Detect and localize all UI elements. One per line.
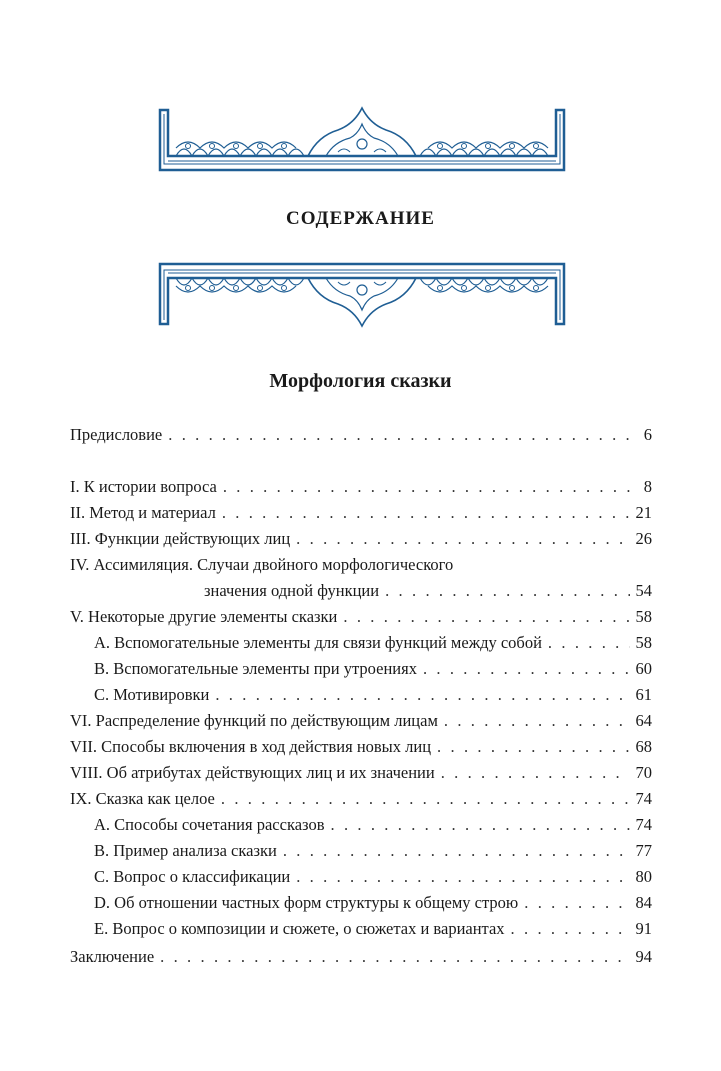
- toc-leader-dots: [343, 604, 630, 630]
- toc-leader-dots: [331, 812, 631, 838]
- toc-leader-dots: [296, 526, 630, 552]
- toc-entry[interactable]: [70, 474, 652, 500]
- toc-entry[interactable]: [70, 422, 652, 448]
- toc-entry-title: E. Вопрос о композиции и сюжете, о сюжетах и вариантах: [94, 919, 505, 938]
- contents-heading: СОДЕРЖАНИЕ: [286, 208, 435, 229]
- toc-entry-page: 91: [635, 919, 652, 938]
- toc-leader-dots: [524, 890, 630, 916]
- toc-subentry[interactable]: [94, 838, 652, 864]
- toc-entry[interactable]: [70, 944, 652, 970]
- toc-entry-page: 74: [635, 789, 652, 808]
- toc-leader-dots: [423, 656, 630, 682]
- toc-leader-dots: [160, 944, 630, 970]
- toc-entry-title: III. Функции действующих лиц: [70, 529, 291, 548]
- toc-entry-title: B. Пример анализа сказки: [94, 841, 277, 860]
- toc-leader-dots: [215, 682, 630, 708]
- toc-leader-dots: [511, 916, 630, 942]
- toc-entry-title: D. Об отношении частных форм структуры к общему строю: [94, 893, 519, 912]
- toc-entry[interactable]: [70, 500, 652, 526]
- toc-entry-title: VII. Способы включения в ход действия новых лиц: [70, 737, 432, 756]
- toc-subentry[interactable]: [94, 890, 652, 916]
- toc-leader-dots: [168, 422, 630, 448]
- toc-leader-dots: [437, 734, 630, 760]
- toc-entry[interactable]: [70, 604, 652, 630]
- toc-entry-page: 61: [635, 685, 652, 704]
- toc-subentry[interactable]: [94, 630, 652, 656]
- toc-entry-title: IX. Сказка как целое: [70, 789, 215, 808]
- toc-leader-dots: [283, 838, 630, 864]
- toc-entry-title: I. К истории вопроса: [70, 477, 217, 496]
- toc-subentry[interactable]: [94, 916, 652, 942]
- table-of-contents: [70, 0, 652, 1071]
- book-title: Морфология сказки: [269, 370, 452, 392]
- toc-entry[interactable]: [70, 526, 652, 552]
- toc-entry-title: C. Вопрос о классификации: [94, 867, 291, 886]
- toc-entry-title: VIII. Об атрибутах действующих лиц и их значении: [70, 763, 435, 782]
- toc-entry-page: 58: [635, 607, 652, 626]
- toc-entry-page: 80: [635, 867, 652, 886]
- toc-entry[interactable]: [70, 708, 652, 734]
- toc-entry-title: A. Вспомогательные элементы для связи функций между собой: [94, 633, 542, 652]
- toc-entry-page: 70: [635, 763, 652, 782]
- toc-entry[interactable]: [70, 786, 652, 812]
- toc-entry-title: A. Способы сочетания рассказов: [94, 815, 325, 834]
- toc-entry-page: 6: [643, 425, 652, 444]
- toc-entry-page: 54: [635, 581, 652, 600]
- toc-entry-page: 94: [635, 947, 652, 966]
- toc-entry-title: Заключение: [70, 947, 155, 966]
- toc-entry-page: 58: [635, 633, 652, 652]
- toc-entry-title: B. Вспомогательные элементы при утроениях: [94, 659, 417, 678]
- toc-entry-page: 8: [643, 477, 652, 496]
- toc-entry-page: 84: [635, 893, 652, 912]
- toc-leader-dots: [441, 760, 630, 786]
- toc-subentry[interactable]: [94, 812, 652, 838]
- toc-entry-title: Предисловие: [70, 425, 163, 444]
- toc-entry-title: V. Некоторые другие элементы сказки: [70, 607, 338, 626]
- toc-leader-dots: [223, 474, 630, 500]
- toc-entry-page: 74: [635, 815, 652, 834]
- toc-leader-dots: [222, 500, 630, 526]
- toc-entry-title-continuation: значения одной функции: [204, 581, 380, 600]
- toc-entry-page: 64: [635, 711, 652, 730]
- toc-subentry[interactable]: [94, 864, 652, 890]
- toc-entry-page: 77: [635, 841, 652, 860]
- toc-subentry[interactable]: [94, 656, 652, 682]
- toc-subentry[interactable]: [94, 682, 652, 708]
- toc-entry-page: 60: [635, 659, 652, 678]
- toc-leader-dots: [444, 708, 630, 734]
- toc-entry-title: C. Мотивировки: [94, 685, 210, 704]
- toc-entry-page: 26: [635, 529, 652, 548]
- toc-entry[interactable]: [70, 734, 652, 760]
- toc-leader-dots: [221, 786, 630, 812]
- toc-leader-dots: [385, 578, 630, 604]
- toc-entry-page: 21: [635, 503, 652, 522]
- toc-entry-page: 68: [635, 737, 652, 756]
- toc-entry-continuation[interactable]: [204, 578, 652, 604]
- toc-entry[interactable]: [70, 760, 652, 786]
- toc-entry-title: II. Метод и материал: [70, 503, 216, 522]
- toc-entry-title: IV. Ассимиляция. Случаи двойного морфологического: [70, 555, 454, 574]
- toc-leader-dots: [296, 864, 630, 890]
- toc-entry[interactable]: [70, 552, 652, 578]
- toc-leader-dots: [548, 630, 630, 656]
- toc-entry-title: VI. Распределение функций по действующим лицам: [70, 711, 438, 730]
